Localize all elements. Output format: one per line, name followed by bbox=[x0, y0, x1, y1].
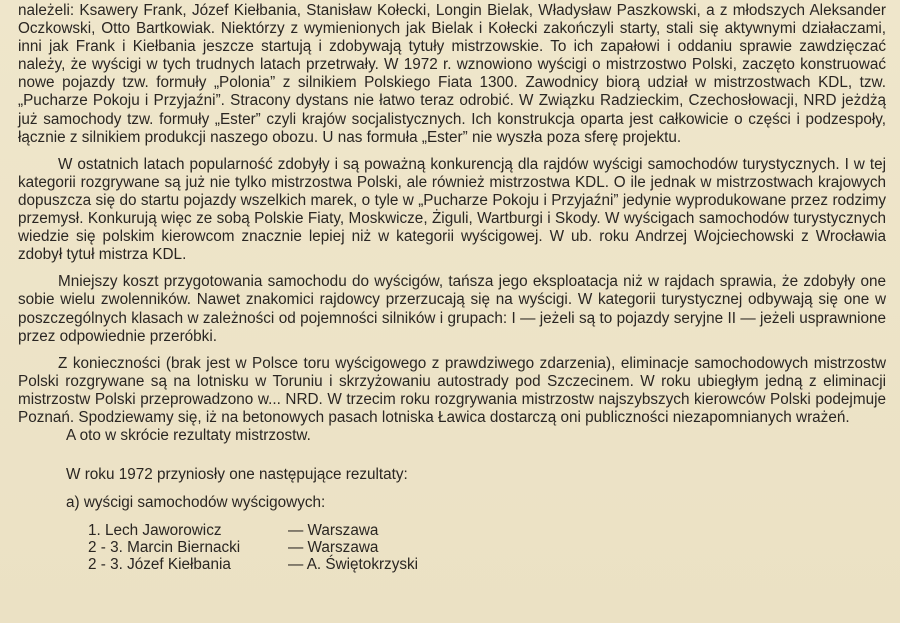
result-city: — Warszawa bbox=[288, 539, 379, 557]
result-place: 2 - 3. bbox=[88, 539, 123, 557]
paragraph-1: należeli: Ksawery Frank, Józef Kiełbania, Stanisław Kołecki, Longin Bielak, Władysław Paszkowski, a z młodszych Aleksander Oczkowski, Otto Bartkowiak. Niektórzy z wymienionych jak Bielak i Kołecki zakończyli starty, stali się aktywnymi działaczami, inni jak Frank i Kiełbania jeszcze startują i zdobywają tytuły mistrzowskie. To ich zapałowi i oddaniu sprawie zawdzięczać należy, że wyścigi w tych trudnych latach przetrwały. W 1972 r. wznowiono wyścigi o mistrzostwo Polski, zaczęto konstruować nowe pojazdy tzw. formuły „Polonia” z silnikiem Polskiego Fiata 1300. Zawodnicy biorą udział w mistrzostwach KDL, tzw. „Pucharze Pokoju i Przyjaźni”. Stracony dystans nie łatwo teraz odrobić. W Związku Radzieckim, Czechosłowacji, NRD jeżdżą już samochody tzw. formuły „Ester” czyli krajów socjalistycznych. Ich konstrukcja oparta jest całkowicie o części i podzespoły, łącznie z silnikiem produkcji naszego obozu. U nas formuła „Ester” nie wyszła poza sferę projektu. bbox=[18, 2, 886, 146]
result-driver: Józef Kiełbania bbox=[127, 556, 231, 574]
result-city: — Warszawa bbox=[288, 522, 379, 540]
result-place: 1. bbox=[88, 522, 101, 540]
result-city: — A. Świętokrzyski bbox=[288, 556, 419, 574]
result-entry bbox=[88, 539, 288, 556]
paragraph-4: Z konieczności (brak jest w Polsce toru wyścigowego z prawdziwego zdarzenia), eliminacje samochodowych mistrzostw Polski rozgrywane są na lotnisku w Toruniu i skrzyżowaniu autostrady pod Szczecinem. W roku ubiegłym jedną z eliminacji mistrzostw Polski przeprowadzono w... NRD. W trzecim roku rozgrywania mistrzostw najszybszych kierowców Polski podejmuje Poznań. Spodziewamy się, iż na betonowych pasach lotniska Ławica dostarczą oni publiczności niezapomnianych wrażeń. bbox=[18, 354, 886, 426]
closing-line: A oto w skrócie rezultaty mistrzostw. bbox=[66, 427, 311, 445]
results-list bbox=[18, 522, 886, 573]
result-driver: Lech Jaworowicz bbox=[105, 522, 222, 540]
results-intro: W roku 1972 przyniosły one następujące rezultaty: bbox=[66, 466, 408, 484]
result-row bbox=[88, 522, 886, 539]
result-row bbox=[88, 539, 886, 556]
result-entry bbox=[88, 522, 288, 539]
paragraph-3: Mniejszy koszt przygotowania samochodu do wyścigów, tańsza jego eksploatacja niż w rajdach sprawia, że zdobyły one sobie wielu zwolenników. Nawet znakomici rajdowcy przerzucają się na wyścigi. W kategorii turystycznej odbywają się one w poszczególnych klasach w zależności od pojemności silników i grupach: I — jeżeli są to pojazdy seryjne II — jeżeli usprawnione przez odpowiednie przeróbki. bbox=[18, 273, 886, 345]
result-row bbox=[88, 556, 886, 573]
paragraph-2: W ostatnich latach popularność zdobyły i są poważną konkurencją dla rajdów wyścigi samochodów turystycznych. I w tej kategorii rozgrywane są już nie tylko mistrzostwa Polski, ale również mistrzostwa KDL. O ile jednak w mistrzostwach krajowych dopuszcza się do startu pojazdy wszelkich marek, o tyle w „Pucharze Pokoju i Przyjaźni” jedynie wyprodukowane przez rodzimy przemysł. Konkurują więc ze sobą Polskie Fiaty, Moskwicze, Żiguli, Wartburgi i Skody. W wyścigach samochodów turystycznych wiedzie się polskim kierowcom znacznie lepiej niż w kategorii wyścigowej. W ub. roku Andrzej Wojciechowski z Wrocławia zdobył tytuł mistrza KDL. bbox=[18, 155, 886, 264]
result-place: 2 - 3. bbox=[88, 556, 123, 574]
result-driver: Marcin Biernacki bbox=[127, 539, 241, 557]
result-entry bbox=[88, 556, 288, 573]
results-heading: a) wyścigi samochodów wyścigowych: bbox=[66, 494, 326, 512]
